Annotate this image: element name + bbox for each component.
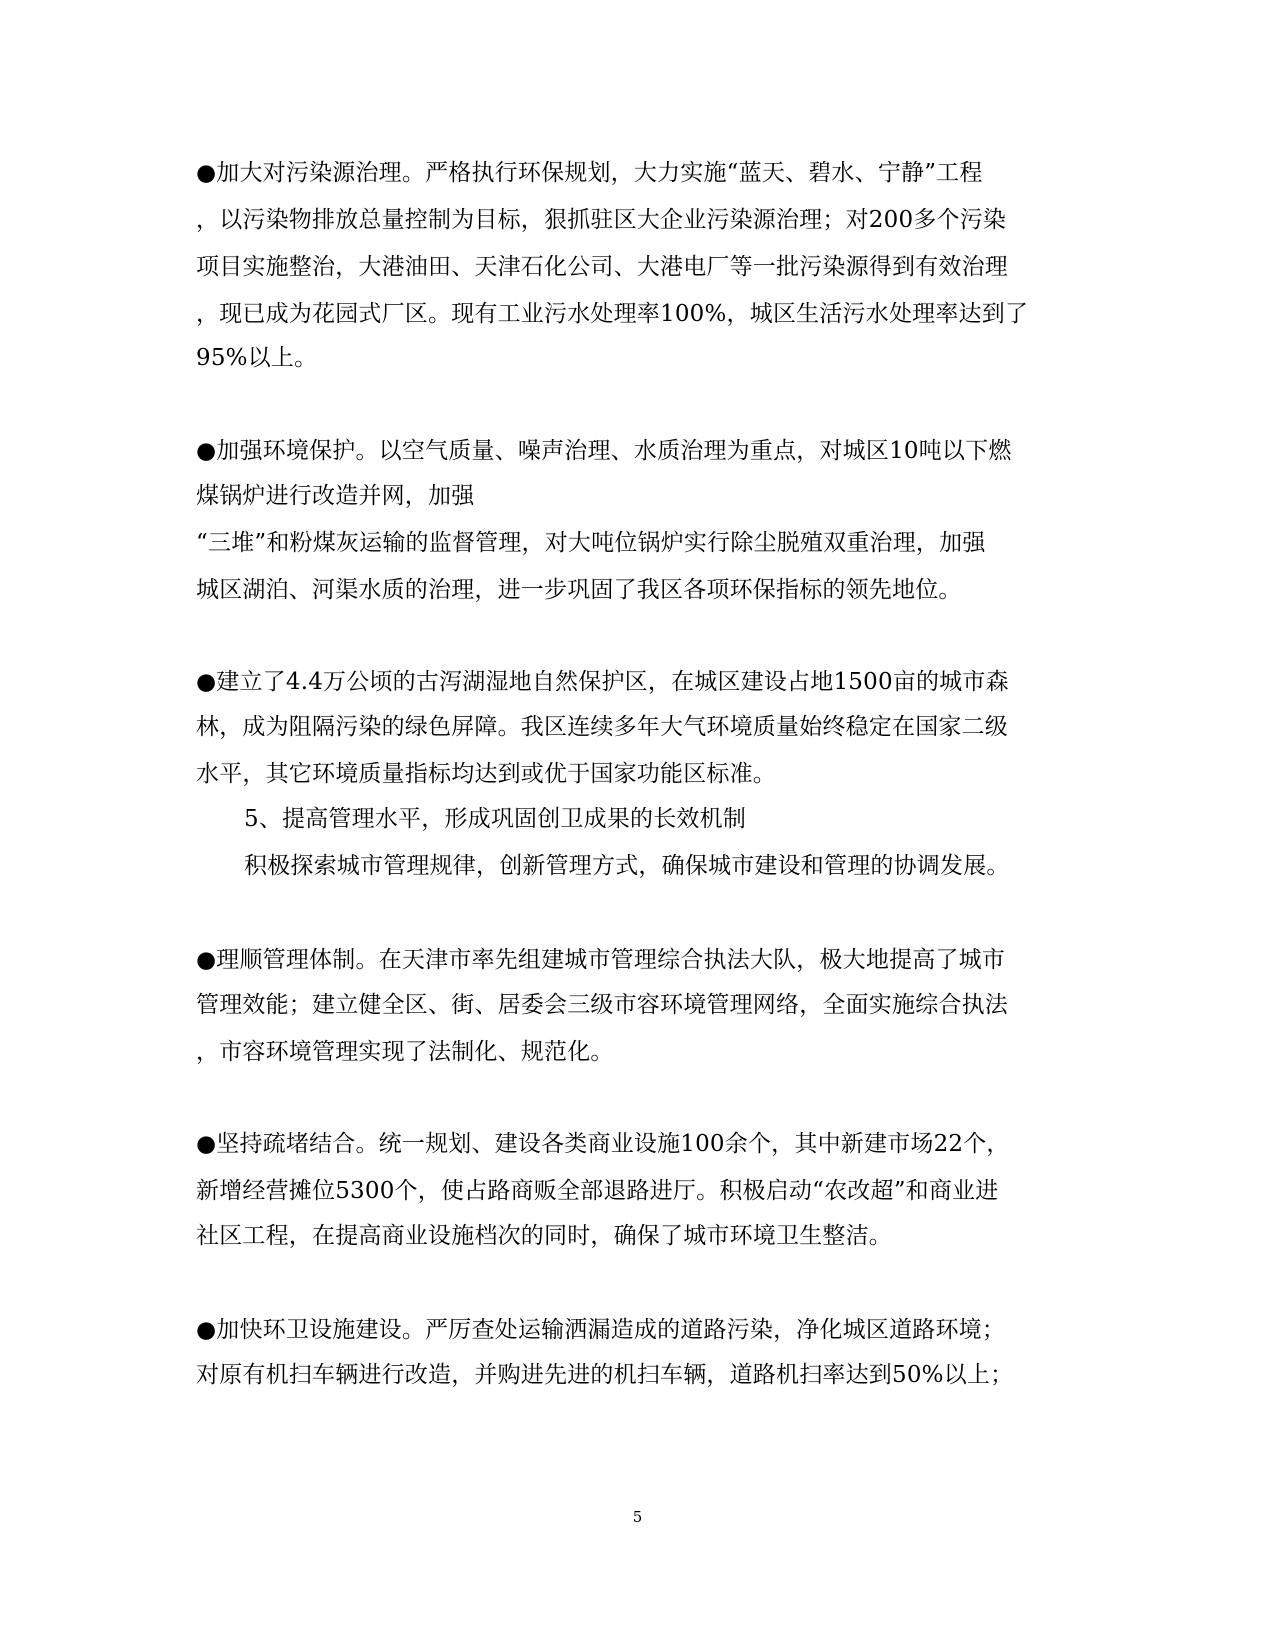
- paragraph-market-line-2: 新增经营摊位5300个，使占路商贩全部退路进厅。积极启动“农改超”和商业进: [196, 1178, 999, 1204]
- paragraph-management-line-2: 管理效能；建立健全区、街、居委会三级市容环境管理网络，全面实施综合执法: [196, 992, 1008, 1018]
- paragraph-pollution-line-2: ，以污染物排放总量控制为目标，狠抓驻区大企业污染源治理；对200多个污染: [196, 207, 1007, 233]
- paragraph-protection-line-3: “三堆”和粉煤灰运输的监督管理，对大吨位锅炉实行除尘脱殖双重治理，加强: [196, 530, 986, 556]
- paragraph-management-line-1: ●理顺管理体制。在天津市率先组建城市管理综合执法大队，极大地提高了城市: [196, 947, 1006, 973]
- paragraph-pollution-line-3: 项目实施整治，大港油田、天津石化公司、大港电厂等一批污染源得到有效治理: [196, 254, 1008, 280]
- section-intro: 积极探索城市管理规律，创新管理方式，确保城市建设和管理的协调发展。: [244, 853, 1010, 879]
- paragraph-sanitation-line-2: 对原有机扫车辆进行改造，并购进先进的机扫车辆，道路机扫率达到50%以上；: [196, 1362, 1014, 1388]
- page-number: 5: [632, 1508, 643, 1526]
- paragraph-reserve-line-2: 林，成为阻隔污染的绿色屏障。我区连续多年大气环境质量始终稳定在国家二级: [196, 714, 1008, 740]
- paragraph-protection-line-2: 煤锅炉进行改造并网，加强: [196, 483, 475, 509]
- paragraph-protection-line-1: ●加强环境保护。以空气质量、噪声治理、水质治理为重点，对城区10吨以下燃: [196, 438, 1012, 464]
- paragraph-management-line-3: ，市容环境管理实现了法制化、规范化。: [196, 1039, 614, 1065]
- paragraph-market-line-3: 社区工程，在提高商业设施档次的同时，确保了城市环境卫生整洁。: [196, 1223, 892, 1249]
- paragraph-reserve-line-1: ●建立了4.4万公顷的古泻湖湿地自然保护区，在城区建设占地1500亩的城市森: [196, 669, 1009, 695]
- paragraph-protection-line-4: 城区湖泊、河渠水质的治理，进一步巩固了我区各项环保指标的领先地位。: [196, 577, 962, 603]
- section-heading: 5、提高管理水平，形成巩固创卫成果的长效机制: [244, 806, 747, 832]
- paragraph-market-line-1: ●坚持疏堵结合。统一规划、建设各类商业设施100余个，其中新建市场22个，: [196, 1131, 1010, 1157]
- paragraph-pollution-line-4: ，现已成为花园式厂区。现有工业污水处理率100%，城区生活污水处理率达到了: [196, 301, 1029, 327]
- paragraph-sanitation-line-1: ●加快环卫设施建设。严厉查处运输洒漏造成的道路污染，净化城区道路环境；: [196, 1317, 1006, 1343]
- paragraph-pollution-line-1: ●加大对污染源治理。严格执行环保规划，大力实施“蓝天、碧水、宁静”工程: [196, 160, 983, 186]
- paragraph-reserve-line-3: 水平，其它环境质量指标均达到或优于国家功能区标准。: [196, 761, 776, 787]
- paragraph-pollution-line-5: 95%以上。: [196, 345, 318, 371]
